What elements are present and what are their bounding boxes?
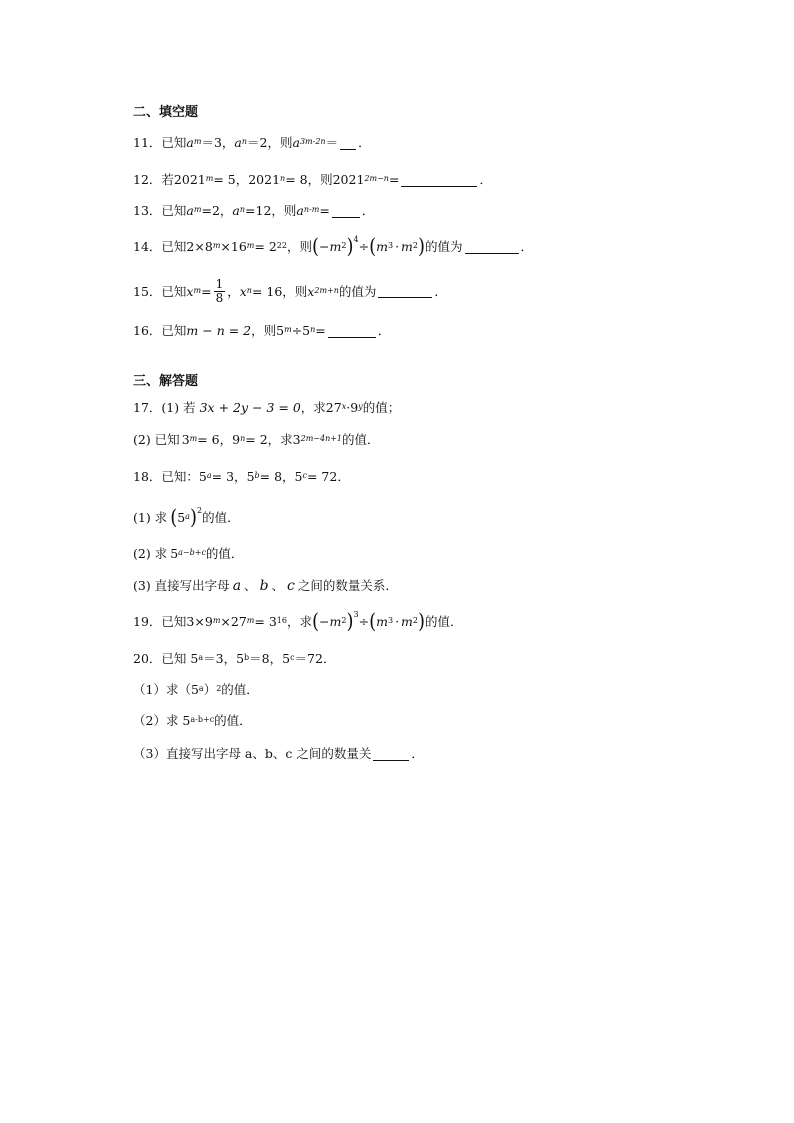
q14-answer-blank[interactable] [465,241,519,254]
question-18-sub2: (2) 求 5 $^{a-b+c}$ 的值． [133,546,244,561]
q15-fraction: $\frac{1}{8}$ [215,277,224,305]
q11-number: 11． [133,135,162,150]
question-17-part1: 17． (1) 若 3x + 2y − 3 = 0 ，求 27 $^x$ · 9 $^y$ 的值； [133,400,401,415]
question-19: 19． 已知 3×9 $^m$ ×27 $^m$ = 3 $^{16}$ ，求 ( − m $^2$ ) $^3$ ÷ ( m $^3$ · m $^2$ ) 的值． [133,609,463,634]
question-20-sub2: （2）求 5 $^{a-b+c}$ 的值． [133,713,252,728]
question-16: 16． 已知 m − n = 2 ，则 5 $^m$ ÷ 5 $^n$ = ． [133,323,391,338]
question-20-sub1: （1）求（5 $^a$ ） $^2$ 的值． [133,682,259,697]
question-12: 12． 若 2021 $^m$ = 5， 2021 $^n$ = 8，则 2021 $^{2m-n}$ = ． [133,172,492,187]
q16-answer-blank[interactable] [328,325,376,338]
q12-answer-blank[interactable] [401,174,477,187]
question-20: 20． 已知 5 $^a$ ＝3，5 $^b$ ＝8，5 $^c$ ＝72． [133,651,336,666]
question-11: 11． 已知 a $^m$ ＝3， a $^n$ ＝2，则 a $^{3m-2n}$ ＝ ． [133,133,371,153]
question-15: 15． 已知 x $^m$ = $\frac{1}{8}$ ， x $^n$ = 16，则 x $^{2m+n}$ 的值为 ． [133,277,447,305]
q11-answer-blank[interactable] [340,137,356,150]
question-18: 18． 已知： 5 $^a$ = 3， 5 $^b$ = 8， 5 $^c$ = 72． [133,469,350,484]
question-20-sub3: （3）直接写出字母 a、b、c 之间的数量关 ． [133,746,424,761]
q15-answer-blank[interactable] [378,285,432,298]
question-18-sub1: (1) 求 ( 5 $^a$ ) $^2$ 的值． [133,505,240,530]
question-17-part2: (2) 已知 3 $^m$ = 6， 9 $^n$ = 2，求 3 $^{2m-4n+1}$ 的值． [133,432,380,447]
question-13: 13． 已知 a $^m$ =2， a $^n$ =12，则 a $^{n-m}$ = ． [133,203,375,218]
solve-section-heading: 三、解答题 [133,374,199,389]
fill-section-heading: 二、填空题 [133,105,199,120]
question-14: 14． 已知 2×8 $^m$ ×16 $^m$ = 2 $^{22}$ ，则 ( − m $^2$ ) $^4$ ÷ ( m $^3$ · m $^2$ ) 的值为 ． [133,234,534,259]
question-18-sub3: (3) 直接写出字母 a 、 b 、 c 之间的数量关系． [133,578,398,594]
q13-answer-blank[interactable] [332,205,360,218]
q20-answer-blank[interactable] [373,748,409,761]
